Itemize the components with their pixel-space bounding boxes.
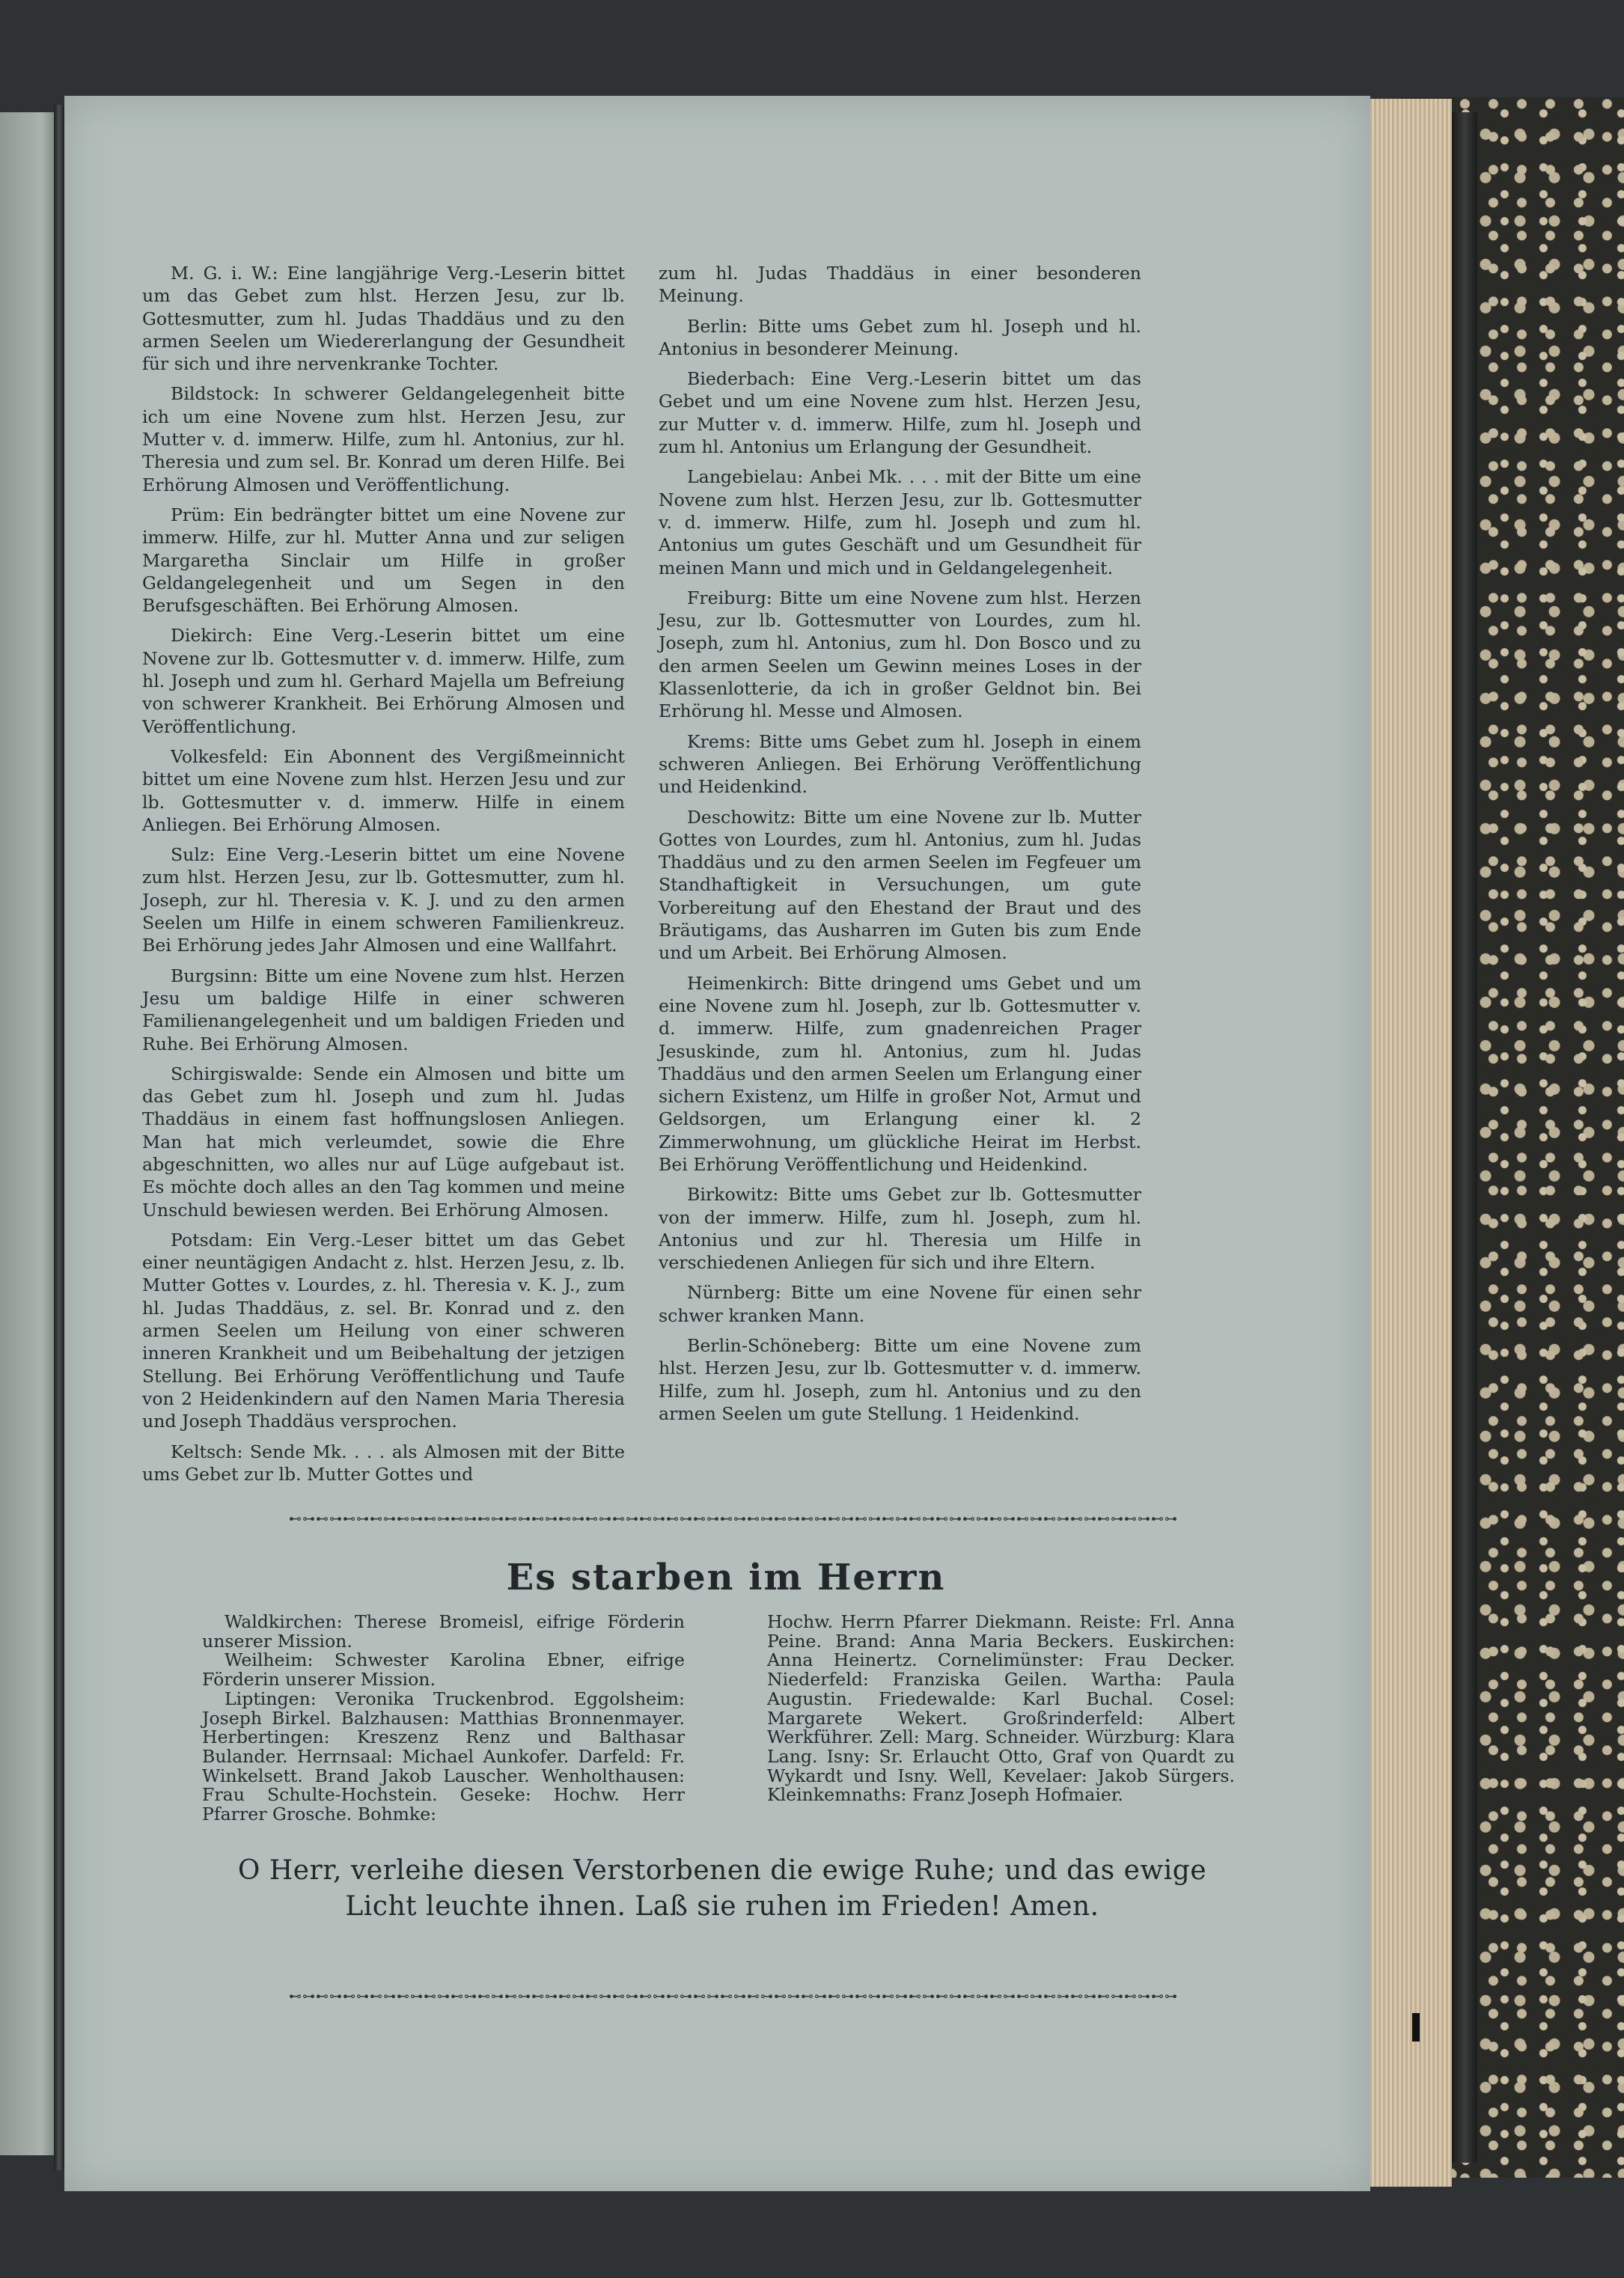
petition-entry: Burgsinn: Bitte um eine Novene zum hlst. Herzen Jesu um baldige Hilfe in einer schweren Familienangelegenheit und um baldigen Frieden und Ruhe. Bei Erhörung Almosen. [142,965,625,1054]
closing-prayer: O Herr, verleihe diesen Verstorbenen die ewige Ruhe; und das ewige Licht leuchte ihnen. Laß sie ruhen im Frieden! Amen. [237,1855,1207,1922]
petition-entry: Sulz: Eine Verg.-Leserin bittet um eine Novene zum hlst. Herzen Jesu, zur lb. Gottesmutter, zum hl. Joseph, zur hl. Theresia v. K. J. und zu den armen Seelen um Hilfe in einem schweren Familienkreuz. Bei Erhörung jedes Jahr Almosen und eine Wallfahrt. [142,844,625,956]
petition-continuation: zum hl. Judas Thaddäus in einer besonderen Meinung. [659,263,1141,307]
petition-entry: Heimenkirch: Bitte dringend ums Gebet und um eine Novene zum hl. Joseph, zur lb. Gottesmutter v. d. immerw. Hilfe, zum gnadenreichen Prager Jesuskinde, zum hl. Antonius, zum hl. Judas Thaddäus und den armen Seelen um Erlangung einer sichern Existenz, um Hilfe in großer Not, Armut und Geldsorgen, um Erlangung einer kl. 2 Zimmerwohnung, um glückliche Heirat im Herbst. Bei Erhörung Veröffentlichung und Heidenkind. [659,972,1141,1175]
deceased-right-column [767,1613,1235,1805]
petition-entry: Schirgiswalde: Sende ein Almosen und bitte um das Gebet zum hl. Joseph und zum hl. Judas Thaddäus in einem fast hoffnungslosen Anliegen. Man hat mich verleumdet, sowie die Ehre abgeschnitten, wo alles nur auf Lüge aufgebaut ist. Es möchte doch alles an den Tag kommen und meine Unschuld bewiesen werden. Bei Erhörung Almosen. [142,1063,625,1221]
petition-entry: Deschowitz: Bitte um eine Novene zur lb. Mutter Gottes von Lourdes, zum hl. Antonius, zum hl. Judas Thaddäus und zu den armen Seelen im Fegfeuer um Standhaftigkeit in Versuchungen, um gute Vorbereitung auf den Ehestand der Braut und des Bräutigams, das Ausharren im Guten bis zum Ende und um Arbeit. Bei Erhörung Almosen. [659,806,1141,964]
page-marker [1412,2013,1420,2042]
petition-entry: Birkowitz: Bitte ums Gebet zur lb. Gottesmutter von der immerw. Hilfe, zum hl. Joseph, zum hl. Antonius und zur hl. Theresia um Hilfe in verschiedenen Anliegen für sich und ihre Eltern. [659,1184,1141,1274]
petition-entry: Bildstock: In schwerer Geldangelegenheit bitte ich um eine Novene zum hlst. Herzen Jesu, zur Mutter v. d. immerw. Hilfe, zum hl. Antonius, zur hl. Theresia und zum sel. Br. Konrad um deren Hilfe. Bei Erhörung Almosen und Veröffentlichung. [142,383,625,495]
deceased-entry: Hochw. Herrn Pfarrer Diekmann. Reiste: Frl. Anna Peine. Brand: Anna Maria Beckers. Euskirchen: Anna Heinertz. Cornelimünster: Frau Decker. Niederfeld: Franziska Geilen. Wartha: Paula Augustin. Friedewalde: Karl Buchal. Cosel: Margarete Wekert. Großrinderfeld: Albert Werkführer. Zell: Marg. Schneider. Würzburg: Klara Lang. Isny: Sr. Erlaucht Otto, Graf von Quardt zu Wykardt und Isny. Well, Kevelaer: Jakob Sürgers. Kleinkemnaths: Franz Joseph Hofmaier. [767,1611,1235,1806]
petition-entry: Prüm: Ein bedrängter bittet um eine Novene zur immerw. Hilfe, zur hl. Mutter Anna und zur seligen Margaretha Sinclair um Hilfe in großer Geldangelegenheit und um Segen in den Berufsgeschäften. Bei Erhörung Almosen. [142,504,625,617]
petition-entry: Nürnberg: Bitte um eine Novene für einen sehr schwer kranken Mann. [659,1282,1141,1326]
petition-entry: Berlin-Schöneberg: Bitte um eine Novene zum hlst. Herzen Jesu, zur lb. Gottesmutter v. d. immerw. Hilfe, zum hl. Joseph, zum hl. Antonius und zu den armen Seelen um gute Stellung. 1 Heidenkind. [659,1335,1141,1424]
petition-entry: Volkesfeld: Ein Abonnent des Vergißmeinnicht bittet um eine Novene zum hlst. Herzen Jesu und zur lb. Gottesmutter v. d. immerw. Hilfe in einem Anliegen. Bei Erhörung Almosen. [142,745,625,835]
right-column [659,262,1141,1432]
deceased-left-column [202,1613,685,1824]
ornament-divider: ⊷⊶⊷⊶⊷⊶⊷⊶⊷⊶⊷⊶⊷⊶⊷⊶⊷⊶⊷⊶⊷⊶⊷⊶⊷⊶⊷⊶⊷⊶⊷⊶⊷⊶⊷⊶⊷⊶⊷⊶⊷⊶⊷⊶⊷⊶⊷⊶⊷⊶⊷⊶⊷⊶⊷⊶⊷⊶⊷⊶⊷⊶⊷⊶⊷⊶ [289,1989,1178,2004]
petition-entry: Potsdam: Ein Verg.-Leser bittet um das Gebet einer neuntägigen Andacht z. hlst. Herzen Jesu, z. lb. Mutter Gottes v. Lourdes, z. hl. Theresia v. K. J., zum hl. Judas Thaddäus, z. sel. Br. Konrad und z. den armen Seelen um Heilung von einer schweren inneren Krankheit und um Beibehaltung der jetzigen Stellung. Bei Erhörung Veröffentlichung und Taufe von 2 Heidenkindern auf den Namen Maria Theresia und Joseph Thaddäus versprochen. [142,1229,625,1432]
petition-entry: Biederbach: Eine Verg.-Leserin bittet um das Gebet und um eine Novene zum hlst. Herzen Jesu, zur Mutter v. d. immerw. Hilfe, zum hl. Joseph und zum hl. Antonius um Erlangung der Gesundheit. [659,368,1141,458]
cover-binding [1452,112,1477,2163]
page-stack-edge [1358,99,1452,2187]
book-gutter [54,105,64,2170]
petition-entry: Diekirch: Eine Verg.-Leserin bittet um eine Novene zur lb. Gottesmutter v. d. immerw. Hilfe, zum hl. Joseph und zum hl. Gerhard Majella um Befreiung von schwerer Krankheit. Bei Erhörung Almosen und Veröffentlichung. [142,625,625,737]
deceased-entry: Waldkirchen: Therese Bromeisl, eifrige Förderin unserer Mission. [202,1611,685,1652]
ornament-divider: ⊷⊶⊷⊶⊷⊶⊷⊶⊷⊶⊷⊶⊷⊶⊷⊶⊷⊶⊷⊶⊷⊶⊷⊶⊷⊶⊷⊶⊷⊶⊷⊶⊷⊶⊷⊶⊷⊶⊷⊶⊷⊶⊷⊶⊷⊶⊷⊶⊷⊶⊷⊶⊷⊶⊷⊶⊷⊶⊷⊶⊷⊶⊷⊶⊷⊶ [289,1512,1178,1527]
petition-entry: M. G. i. W.: Eine langjährige Verg.-Leserin bittet um das Gebet zum hlst. Herzen Jesu, zur lb. Gottesmutter, zum hl. Judas Thaddäus und zu den armen Seelen um Wiedererlangung der Gesundheit für sich und ihre nervenkranke Tochter. [142,263,625,375]
petition-entry: Krems: Bitte ums Gebet zum hl. Joseph in einem schweren Anliegen. Bei Erhörung Veröffentlichung und Heidenkind. [659,730,1141,798]
petition-entry: Berlin: Bitte ums Gebet zum hl. Joseph und hl. Antonius in besonderer Meinung. [659,315,1141,359]
petition-entry: Langebielau: Anbei Mk. . . . mit der Bitte um eine Novene zum hlst. Herzen Jesu, zur lb. Gottesmutter v. d. immerw. Hilfe, zum hl. Joseph und zum hl. Antonius um gutes Geschäft und um Gesundheit für meinen Mann und mich und in Geldangelegenheit. [659,466,1141,578]
deceased-entry: Weilheim: Schwester Karolina Ebner, eifrige Förderin unserer Mission. [202,1649,685,1691]
left-column [142,262,625,1493]
petition-entry: Freiburg: Bitte um eine Novene zum hlst. Herzen Jesu, zur lb. Gottesmutter von Lourdes, zum hl. Joseph, zum hl. Antonius, zum hl. Don Bosco und zu den armen Seelen um Gewinn meines Loses in der Klassenlotterie, da ich in großer Geldnot bin. Bei Erhörung hl. Messe und Almosen. [659,587,1141,722]
petition-entry: Keltsch: Sende Mk. . . . als Almosen mit der Bitte ums Gebet zur lb. Mutter Gottes und [142,1441,625,1485]
previous-page-edge [0,112,60,2155]
section-heading: Es starben im Herrn [506,1557,946,1598]
deceased-entry: Liptingen: Veronika Truckenbrod. Eggolsheim: Joseph Birkel. Balzhausen: Matthias Bronnenmayer. Herbertingen: Kreszenz Renz und Balthasar Bulander. Herrnsaal: Michael Aunkofer. Darfeld: Fr. Winkelsett. Brand Jakob Lauscher. Wenholthausen: Frau Schulte-Hochstein. Geseke: Hochw. Herr Pfarrer Grosche. Bohmke: [202,1688,685,1825]
